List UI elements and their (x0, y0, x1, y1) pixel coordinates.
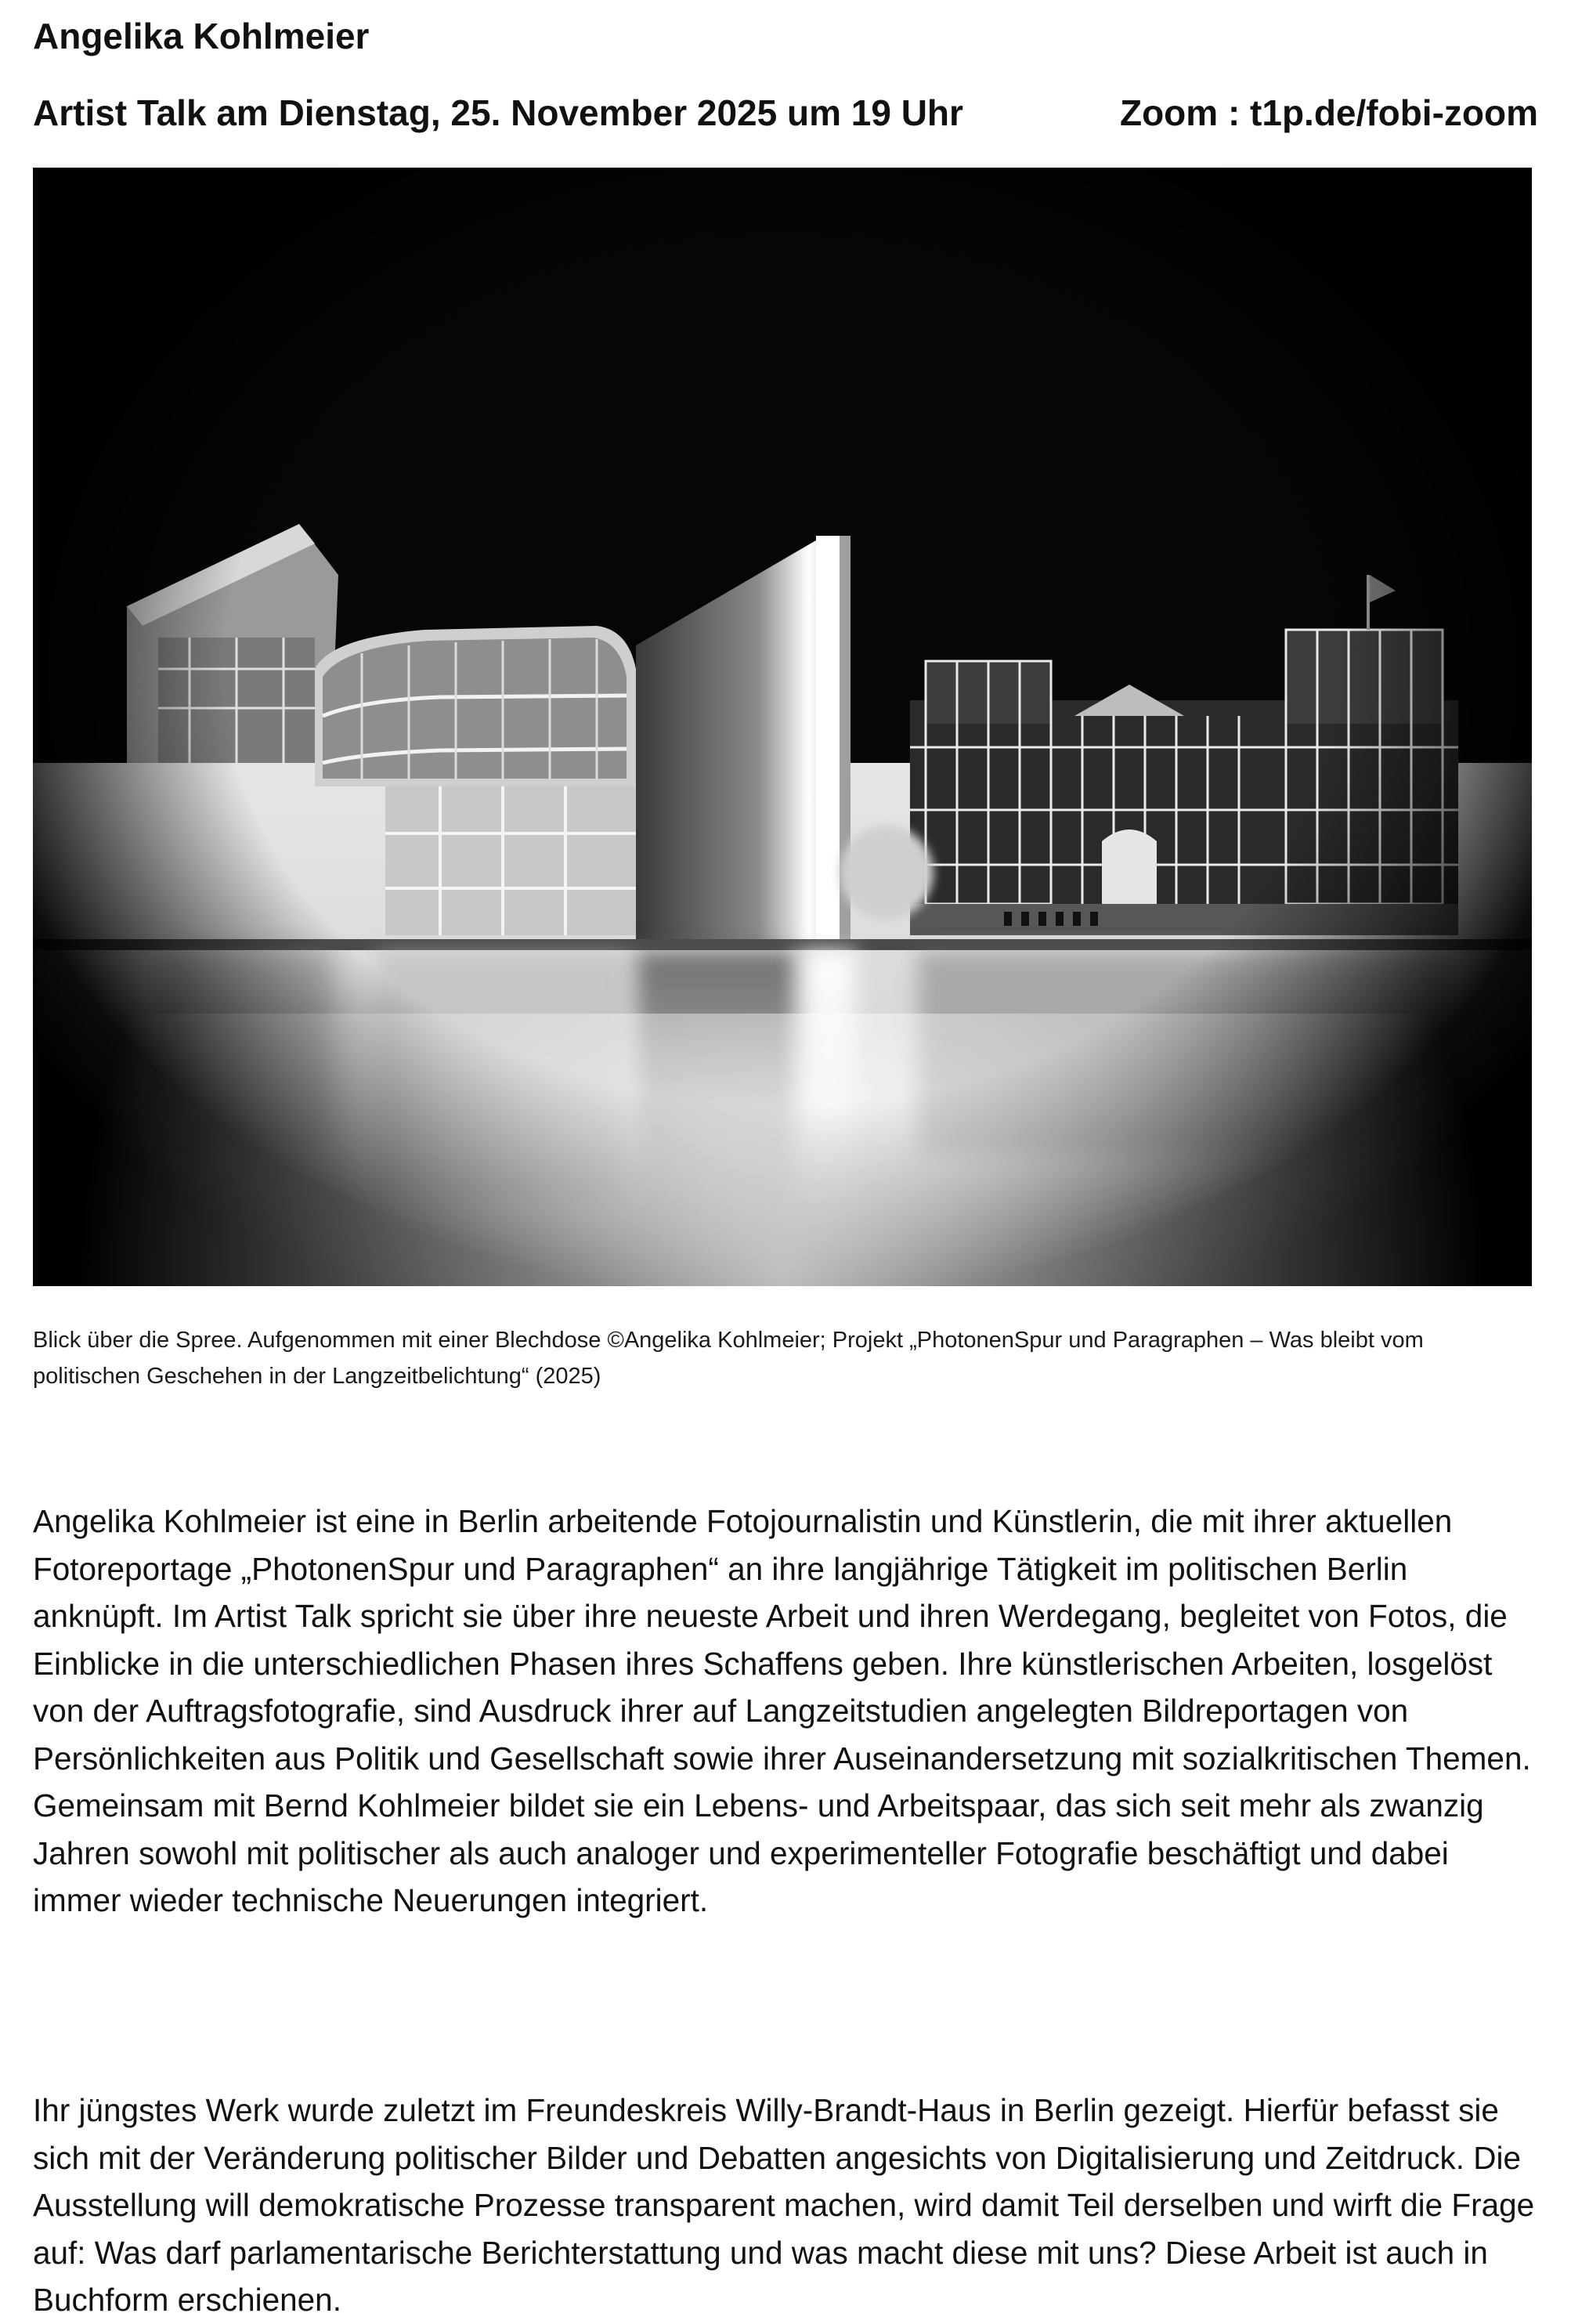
photo-illustration (33, 168, 1532, 1286)
body-paragraph-2: Ihr jüngstes Werk wurde zuletzt im Freundeskreis Willy-Brandt-Haus in Berlin gezeigt. Hierfür befasst sie sich mit der Veränderung politischer Bilder und Debatten angesichts von Digitalisierung und Zeitdruck. Die Ausstellung will demokratische Prozesse transparent machen, wird damit Teil derselben und wirft die Frage auf: Was darf parlamentarische Berichterstattung und was macht diese mit uns? Diese Arbeit ist auch in Buchform erschienen. (33, 2092, 1535, 2318)
photo-caption: Blick über die Spree. Aufgenommen mit einer Blechdose ©Angelika Kohlmeier; Projekt „PhotonenSpur und Paragraphen – Was bleibt vom politischen Geschehen in der Langzeitbelichtung“ (2025) (33, 1328, 1424, 1389)
zoom-link[interactable]: Zoom : t1p.de/fobi-zoom (1119, 92, 1538, 133)
artist-name: Angelika Kohlmeier (33, 16, 370, 56)
body-paragraph-1: Angelika Kohlmeier ist eine in Berlin arbeitende Fotojournalistin und Künstlerin, die mit ihrer aktuellen Fotoreportage „PhotonenSpur und Paragraphen“ an ihre langjährige Tätigkeit im politischen Berlin anknüpft. Im Artist Talk spricht sie über ihre neueste Arbeit und ihren Werdegang, begleitet von Fotos, die Einblicke in die unterschiedlichen Phasen ihres Schaffens geben. Ihre künstlerischen Arbeiten, losgelöst von der Auftragsfotografie, sind Ausdruck ihrer auf Langzeitstudien angelegten Bildreportagen von Persönlichkeiten aus Politik und Gesellschaft sowie ihrer Auseinandersetzung mit sozialkritischen Themen. Gemeinsam mit Bernd Kohlmeier bildet sie ein Lebens- und Arbeitspaar, das sich seit mehr als zwanzig Jahren sowohl mit politischer als auch analoger und experimenteller Fotografie beschäftigt und dabei immer wieder technische Neuerungen integriert. (33, 1503, 1531, 1918)
event-date-time: Artist Talk am Dienstag, 25. November 2025 um 19 Uhr (33, 92, 963, 133)
pinhole-photo (33, 168, 1532, 1286)
event-info (33, 88, 1538, 138)
